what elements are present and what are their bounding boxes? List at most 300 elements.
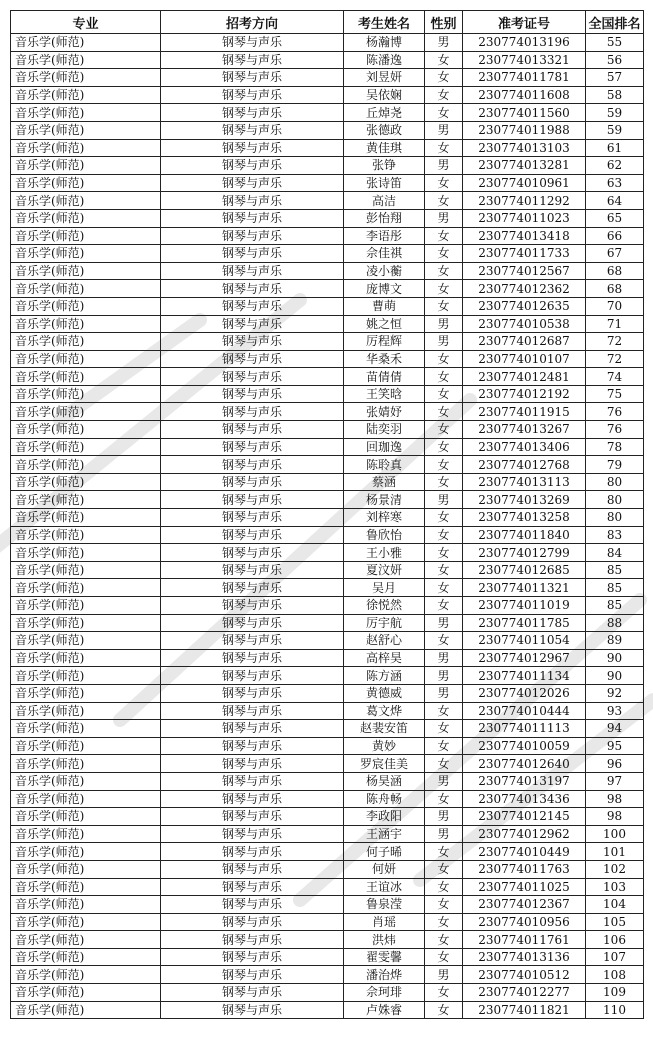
cell-name: 黄妙 [344, 737, 425, 755]
cell-exam-id: 230774012145 [463, 808, 586, 826]
cell-gender: 男 [425, 121, 463, 139]
cell-name: 厉宇航 [344, 614, 425, 632]
table-row [11, 51, 644, 69]
table-row [11, 526, 644, 544]
cell-gender: 女 [425, 104, 463, 122]
cell-exam-id: 230774012799 [463, 544, 586, 562]
cell-major: 音乐学(师范) [11, 948, 161, 966]
cell-name: 陈舟畅 [344, 790, 425, 808]
table-row [11, 913, 644, 931]
cell-major: 音乐学(师范) [11, 667, 161, 685]
cell-gender: 女 [425, 473, 463, 491]
cell-rank: 84 [586, 544, 644, 562]
cell-major: 音乐学(师范) [11, 597, 161, 615]
cell-major: 音乐学(师范) [11, 896, 161, 914]
cell-direction: 钢琴与声乐 [161, 139, 344, 157]
cell-gender: 女 [425, 262, 463, 280]
table-row [11, 69, 644, 87]
cell-rank: 96 [586, 755, 644, 773]
table-row [11, 684, 644, 702]
cell-exam-id: 230774013418 [463, 227, 586, 245]
cell-rank: 59 [586, 104, 644, 122]
cell-direction: 钢琴与声乐 [161, 69, 344, 87]
cell-rank: 85 [586, 597, 644, 615]
cell-major: 音乐学(师范) [11, 702, 161, 720]
cell-exam-id: 230774012962 [463, 825, 586, 843]
cell-gender: 女 [425, 509, 463, 527]
cell-major: 音乐学(师范) [11, 491, 161, 509]
cell-name: 厉程辉 [344, 333, 425, 351]
cell-name: 张诗笛 [344, 174, 425, 192]
cell-name: 张德政 [344, 121, 425, 139]
table-row [11, 280, 644, 298]
cell-name: 何妍 [344, 860, 425, 878]
cell-name: 张婧妤 [344, 403, 425, 421]
cell-name: 潘治烨 [344, 966, 425, 984]
cell-major: 音乐学(师范) [11, 51, 161, 69]
table-row [11, 157, 644, 175]
table-row [11, 755, 644, 773]
cell-major: 音乐学(师范) [11, 385, 161, 403]
cell-exam-id: 230774011915 [463, 403, 586, 421]
cell-gender: 女 [425, 843, 463, 861]
cell-direction: 钢琴与声乐 [161, 825, 344, 843]
cell-name: 李政阳 [344, 808, 425, 826]
cell-direction: 钢琴与声乐 [161, 878, 344, 896]
cell-name: 佘珂琲 [344, 984, 425, 1002]
cell-name: 王涵宇 [344, 825, 425, 843]
cell-name: 吴月 [344, 579, 425, 597]
cell-major: 音乐学(师范) [11, 579, 161, 597]
cell-exam-id: 230774010059 [463, 737, 586, 755]
cell-rank: 62 [586, 157, 644, 175]
cell-direction: 钢琴与声乐 [161, 772, 344, 790]
table-row [11, 790, 644, 808]
cell-exam-id: 230774013406 [463, 438, 586, 456]
cell-rank: 71 [586, 315, 644, 333]
cell-rank: 93 [586, 702, 644, 720]
cell-major: 音乐学(师范) [11, 843, 161, 861]
cell-direction: 钢琴与声乐 [161, 561, 344, 579]
cell-gender: 女 [425, 913, 463, 931]
cell-rank: 74 [586, 368, 644, 386]
table-row [11, 860, 644, 878]
cell-exam-id: 230774012687 [463, 333, 586, 351]
cell-name: 高梓昊 [344, 649, 425, 667]
cell-rank: 80 [586, 491, 644, 509]
cell-major: 音乐学(师范) [11, 192, 161, 210]
cell-direction: 钢琴与声乐 [161, 632, 344, 650]
cell-exam-id: 230774011781 [463, 69, 586, 87]
cell-direction: 钢琴与声乐 [161, 491, 344, 509]
cell-exam-id: 230774013269 [463, 491, 586, 509]
cell-major: 音乐学(师范) [11, 245, 161, 263]
cell-major: 音乐学(师范) [11, 174, 161, 192]
cell-direction: 钢琴与声乐 [161, 473, 344, 491]
table-header-row [11, 11, 644, 34]
cell-direction: 钢琴与声乐 [161, 720, 344, 738]
cell-major: 音乐学(师范) [11, 860, 161, 878]
cell-gender: 女 [425, 632, 463, 650]
cell-direction: 钢琴与声乐 [161, 614, 344, 632]
cell-gender: 男 [425, 966, 463, 984]
cell-gender: 女 [425, 403, 463, 421]
cell-rank: 90 [586, 667, 644, 685]
cell-rank: 88 [586, 614, 644, 632]
cell-rank: 83 [586, 526, 644, 544]
cell-exam-id: 230774011761 [463, 931, 586, 949]
cell-exam-id: 230774011134 [463, 667, 586, 685]
cell-direction: 钢琴与声乐 [161, 931, 344, 949]
cell-major: 音乐学(师范) [11, 104, 161, 122]
cell-exam-id: 230774013196 [463, 34, 586, 52]
cell-gender: 男 [425, 491, 463, 509]
cell-direction: 钢琴与声乐 [161, 456, 344, 474]
cell-rank: 58 [586, 86, 644, 104]
cell-exam-id: 230774013136 [463, 948, 586, 966]
table-row [11, 403, 644, 421]
cell-name: 洪炜 [344, 931, 425, 949]
cell-name: 葛文烨 [344, 702, 425, 720]
table-row [11, 667, 644, 685]
cell-exam-id: 230774010512 [463, 966, 586, 984]
cell-exam-id: 230774011988 [463, 121, 586, 139]
cell-direction: 钢琴与声乐 [161, 209, 344, 227]
cell-name: 回珈逸 [344, 438, 425, 456]
table-row [11, 896, 644, 914]
cell-name: 何子晞 [344, 843, 425, 861]
cell-rank: 72 [586, 333, 644, 351]
cell-rank: 102 [586, 860, 644, 878]
cell-gender: 男 [425, 667, 463, 685]
cell-direction: 钢琴与声乐 [161, 1001, 344, 1019]
cell-name: 丘焯尧 [344, 104, 425, 122]
cell-name: 肖瑶 [344, 913, 425, 931]
cell-exam-id: 230774012635 [463, 297, 586, 315]
cell-name: 夏汶妍 [344, 561, 425, 579]
cell-gender: 女 [425, 702, 463, 720]
cell-direction: 钢琴与声乐 [161, 421, 344, 439]
cell-major: 音乐学(师范) [11, 632, 161, 650]
cell-name: 卢姝睿 [344, 1001, 425, 1019]
cell-major: 音乐学(师范) [11, 350, 161, 368]
cell-gender: 女 [425, 1001, 463, 1019]
cell-rank: 66 [586, 227, 644, 245]
cell-direction: 钢琴与声乐 [161, 896, 344, 914]
table-row [11, 544, 644, 562]
cell-gender: 女 [425, 368, 463, 386]
cell-major: 音乐学(师范) [11, 121, 161, 139]
cell-direction: 钢琴与声乐 [161, 174, 344, 192]
cell-gender: 女 [425, 421, 463, 439]
cell-gender: 女 [425, 579, 463, 597]
cell-gender: 女 [425, 597, 463, 615]
cell-exam-id: 230774010107 [463, 350, 586, 368]
cell-major: 音乐学(师范) [11, 526, 161, 544]
header-name: 考生姓名 [344, 11, 425, 34]
cell-exam-id: 230774013197 [463, 772, 586, 790]
cell-rank: 109 [586, 984, 644, 1002]
cell-rank: 59 [586, 121, 644, 139]
cell-major: 音乐学(师范) [11, 790, 161, 808]
cell-major: 音乐学(师范) [11, 755, 161, 773]
cell-major: 音乐学(师范) [11, 86, 161, 104]
cell-major: 音乐学(师范) [11, 262, 161, 280]
cell-direction: 钢琴与声乐 [161, 579, 344, 597]
table-row [11, 825, 644, 843]
cell-exam-id: 230774011321 [463, 579, 586, 597]
cell-rank: 110 [586, 1001, 644, 1019]
cell-major: 音乐学(师范) [11, 69, 161, 87]
cell-direction: 钢琴与声乐 [161, 948, 344, 966]
table-row [11, 350, 644, 368]
cell-direction: 钢琴与声乐 [161, 649, 344, 667]
cell-exam-id: 230774011608 [463, 86, 586, 104]
table-row [11, 315, 644, 333]
cell-major: 音乐学(师范) [11, 614, 161, 632]
cell-exam-id: 230774012362 [463, 280, 586, 298]
cell-name: 姚之恒 [344, 315, 425, 333]
cell-rank: 97 [586, 772, 644, 790]
cell-gender: 女 [425, 86, 463, 104]
cell-name: 陆奕羽 [344, 421, 425, 439]
table-row [11, 579, 644, 597]
cell-rank: 100 [586, 825, 644, 843]
cell-direction: 钢琴与声乐 [161, 280, 344, 298]
cell-exam-id: 230774013267 [463, 421, 586, 439]
cell-exam-id: 230774011785 [463, 614, 586, 632]
cell-major: 音乐学(师范) [11, 139, 161, 157]
cell-major: 音乐学(师范) [11, 438, 161, 456]
cell-gender: 女 [425, 280, 463, 298]
cell-exam-id: 230774011019 [463, 597, 586, 615]
cell-name: 赵裴安笛 [344, 720, 425, 738]
cell-major: 音乐学(师范) [11, 561, 161, 579]
cell-gender: 女 [425, 984, 463, 1002]
cell-major: 音乐学(师范) [11, 966, 161, 984]
cell-direction: 钢琴与声乐 [161, 297, 344, 315]
cell-direction: 钢琴与声乐 [161, 702, 344, 720]
cell-exam-id: 230774013436 [463, 790, 586, 808]
cell-gender: 女 [425, 245, 463, 263]
header-rank: 全国排名 [586, 11, 644, 34]
header-major: 专业 [11, 11, 161, 34]
cell-gender: 女 [425, 896, 463, 914]
cell-direction: 钢琴与声乐 [161, 913, 344, 931]
cell-rank: 80 [586, 509, 644, 527]
cell-rank: 78 [586, 438, 644, 456]
cell-rank: 61 [586, 139, 644, 157]
cell-name: 曹萌 [344, 297, 425, 315]
cell-exam-id: 230774012640 [463, 755, 586, 773]
cell-major: 音乐学(师范) [11, 34, 161, 52]
cell-major: 音乐学(师范) [11, 209, 161, 227]
table-row [11, 1001, 644, 1019]
cell-direction: 钢琴与声乐 [161, 368, 344, 386]
cell-gender: 女 [425, 350, 463, 368]
cell-direction: 钢琴与声乐 [161, 755, 344, 773]
table-row [11, 772, 644, 790]
ranking-table [10, 10, 644, 1019]
cell-name: 陈方涵 [344, 667, 425, 685]
cell-rank: 76 [586, 421, 644, 439]
cell-direction: 钢琴与声乐 [161, 509, 344, 527]
table-row [11, 262, 644, 280]
cell-gender: 男 [425, 614, 463, 632]
cell-rank: 63 [586, 174, 644, 192]
table-row [11, 720, 644, 738]
cell-exam-id: 230774013258 [463, 509, 586, 527]
cell-direction: 钢琴与声乐 [161, 526, 344, 544]
cell-name: 鲁欣怡 [344, 526, 425, 544]
cell-gender: 女 [425, 860, 463, 878]
cell-exam-id: 230774011840 [463, 526, 586, 544]
table-row [11, 509, 644, 527]
cell-name: 李语彤 [344, 227, 425, 245]
cell-gender: 男 [425, 157, 463, 175]
cell-gender: 男 [425, 34, 463, 52]
cell-rank: 85 [586, 579, 644, 597]
cell-rank: 101 [586, 843, 644, 861]
cell-exam-id: 230774012768 [463, 456, 586, 474]
cell-rank: 108 [586, 966, 644, 984]
cell-gender: 男 [425, 772, 463, 790]
cell-rank: 79 [586, 456, 644, 474]
cell-direction: 钢琴与声乐 [161, 385, 344, 403]
table-row [11, 174, 644, 192]
cell-name: 王笑晗 [344, 385, 425, 403]
cell-exam-id: 230774012192 [463, 385, 586, 403]
cell-name: 凌小蘅 [344, 262, 425, 280]
cell-direction: 钢琴与声乐 [161, 157, 344, 175]
cell-major: 音乐学(师范) [11, 421, 161, 439]
table-row [11, 438, 644, 456]
table-row [11, 649, 644, 667]
cell-rank: 89 [586, 632, 644, 650]
cell-direction: 钢琴与声乐 [161, 245, 344, 263]
cell-rank: 106 [586, 931, 644, 949]
table-row [11, 192, 644, 210]
cell-exam-id: 230774010956 [463, 913, 586, 931]
cell-major: 音乐学(师范) [11, 913, 161, 931]
table-row [11, 456, 644, 474]
cell-direction: 钢琴与声乐 [161, 51, 344, 69]
cell-exam-id: 230774013103 [463, 139, 586, 157]
cell-rank: 76 [586, 403, 644, 421]
cell-exam-id: 230774010444 [463, 702, 586, 720]
cell-name: 杨瀚博 [344, 34, 425, 52]
cell-exam-id: 230774012481 [463, 368, 586, 386]
cell-rank: 57 [586, 69, 644, 87]
cell-gender: 女 [425, 931, 463, 949]
table-row [11, 737, 644, 755]
cell-gender: 女 [425, 192, 463, 210]
cell-major: 音乐学(师范) [11, 509, 161, 527]
cell-exam-id: 230774012967 [463, 649, 586, 667]
cell-name: 华桑禾 [344, 350, 425, 368]
cell-exam-id: 230774010538 [463, 315, 586, 333]
cell-name: 黄德威 [344, 684, 425, 702]
cell-direction: 钢琴与声乐 [161, 544, 344, 562]
cell-major: 音乐学(师范) [11, 403, 161, 421]
cell-gender: 女 [425, 456, 463, 474]
cell-major: 音乐学(师范) [11, 280, 161, 298]
cell-gender: 女 [425, 790, 463, 808]
cell-major: 音乐学(师范) [11, 772, 161, 790]
cell-name: 彭怡翔 [344, 209, 425, 227]
cell-direction: 钢琴与声乐 [161, 350, 344, 368]
cell-major: 音乐学(师范) [11, 297, 161, 315]
cell-major: 音乐学(师范) [11, 473, 161, 491]
table-row [11, 121, 644, 139]
cell-exam-id: 230774011733 [463, 245, 586, 263]
table-row [11, 368, 644, 386]
cell-exam-id: 230774011025 [463, 878, 586, 896]
table-row [11, 421, 644, 439]
cell-direction: 钢琴与声乐 [161, 86, 344, 104]
cell-rank: 105 [586, 913, 644, 931]
cell-rank: 85 [586, 561, 644, 579]
cell-direction: 钢琴与声乐 [161, 34, 344, 52]
table-row [11, 491, 644, 509]
cell-name: 王小雅 [344, 544, 425, 562]
cell-major: 音乐学(师范) [11, 649, 161, 667]
cell-rank: 107 [586, 948, 644, 966]
cell-gender: 男 [425, 825, 463, 843]
cell-rank: 92 [586, 684, 644, 702]
cell-exam-id: 230774013321 [463, 51, 586, 69]
cell-name: 徐悦然 [344, 597, 425, 615]
cell-gender: 女 [425, 139, 463, 157]
cell-rank: 70 [586, 297, 644, 315]
cell-name: 庞博文 [344, 280, 425, 298]
cell-direction: 钢琴与声乐 [161, 104, 344, 122]
cell-exam-id: 230774012277 [463, 984, 586, 1002]
cell-name: 鲁泉滢 [344, 896, 425, 914]
cell-direction: 钢琴与声乐 [161, 403, 344, 421]
table-row [11, 34, 644, 52]
cell-gender: 女 [425, 438, 463, 456]
cell-rank: 65 [586, 209, 644, 227]
table-row [11, 104, 644, 122]
cell-major: 音乐学(师范) [11, 808, 161, 826]
cell-exam-id: 230774012026 [463, 684, 586, 702]
cell-major: 音乐学(师范) [11, 544, 161, 562]
cell-gender: 女 [425, 755, 463, 773]
cell-gender: 女 [425, 948, 463, 966]
cell-rank: 98 [586, 790, 644, 808]
table-row [11, 245, 644, 263]
cell-name: 翟雯馨 [344, 948, 425, 966]
cell-rank: 80 [586, 473, 644, 491]
ranking-table-container [10, 10, 643, 1019]
table-body [11, 34, 644, 1019]
cell-exam-id: 230774011054 [463, 632, 586, 650]
cell-exam-id: 230774010449 [463, 843, 586, 861]
cell-rank: 95 [586, 737, 644, 755]
cell-direction: 钢琴与声乐 [161, 860, 344, 878]
cell-gender: 女 [425, 737, 463, 755]
cell-rank: 56 [586, 51, 644, 69]
cell-exam-id: 230774012685 [463, 561, 586, 579]
cell-gender: 女 [425, 720, 463, 738]
cell-gender: 男 [425, 209, 463, 227]
cell-gender: 女 [425, 385, 463, 403]
cell-exam-id: 230774010961 [463, 174, 586, 192]
table-row [11, 297, 644, 315]
cell-rank: 55 [586, 34, 644, 52]
cell-name: 蔡涵 [344, 473, 425, 491]
